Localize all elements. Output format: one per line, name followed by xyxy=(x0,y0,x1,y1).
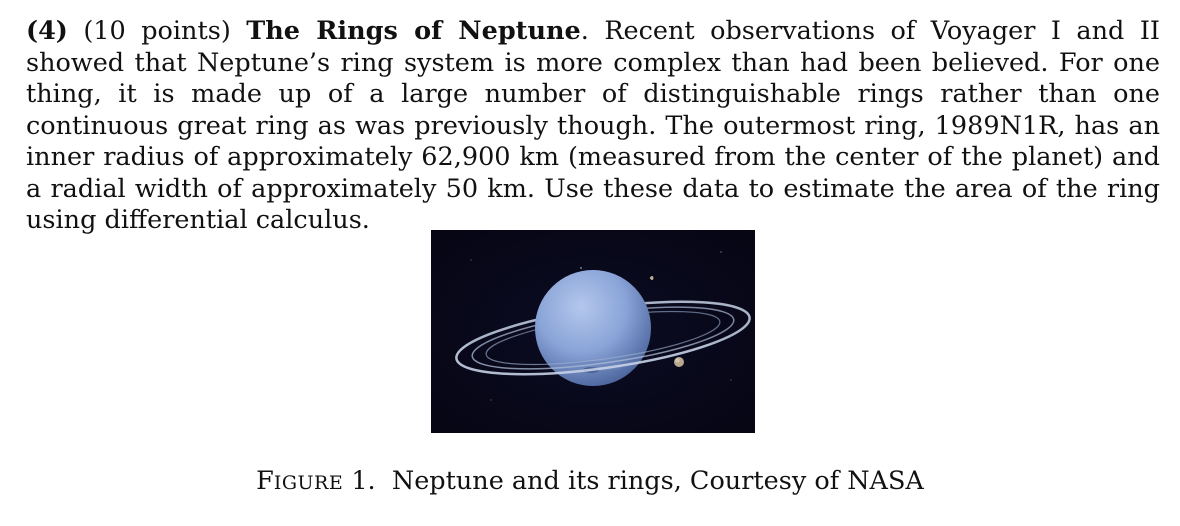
neptune-illustration xyxy=(431,230,755,433)
moon-highlight xyxy=(676,359,680,363)
small-moon xyxy=(651,276,654,280)
problem-number: (4) xyxy=(26,16,68,46)
neptune-image xyxy=(431,230,755,433)
caption-text: Neptune and its rings, Courtesy of NASA xyxy=(391,466,924,496)
problem-title: The Rings of Neptune xyxy=(246,16,581,46)
caption-number: 1. xyxy=(351,466,376,496)
problem-points: (10 points) xyxy=(83,16,231,46)
caption-label-rest: IGURE xyxy=(273,472,344,494)
caption-label-first: F xyxy=(256,466,274,496)
moon-triton xyxy=(674,357,684,367)
problem-statement xyxy=(26,16,1160,237)
figure-caption xyxy=(0,466,1180,499)
problem-body: . Recent observations of Voyager I and II showed that Neptune’s ring system is more complex than had been believed. For one thing, it is made up of a large number of distinguishable rings rather than one continuous great ring as was previously though. The outermost ring, 1989N1R, has an inner radius of approximately 62,900 km (measured from the center of the planet) and a radial width of approximately 50 km. Use these data to estimate the area of the ring using differential calculus. xyxy=(26,16,1161,235)
